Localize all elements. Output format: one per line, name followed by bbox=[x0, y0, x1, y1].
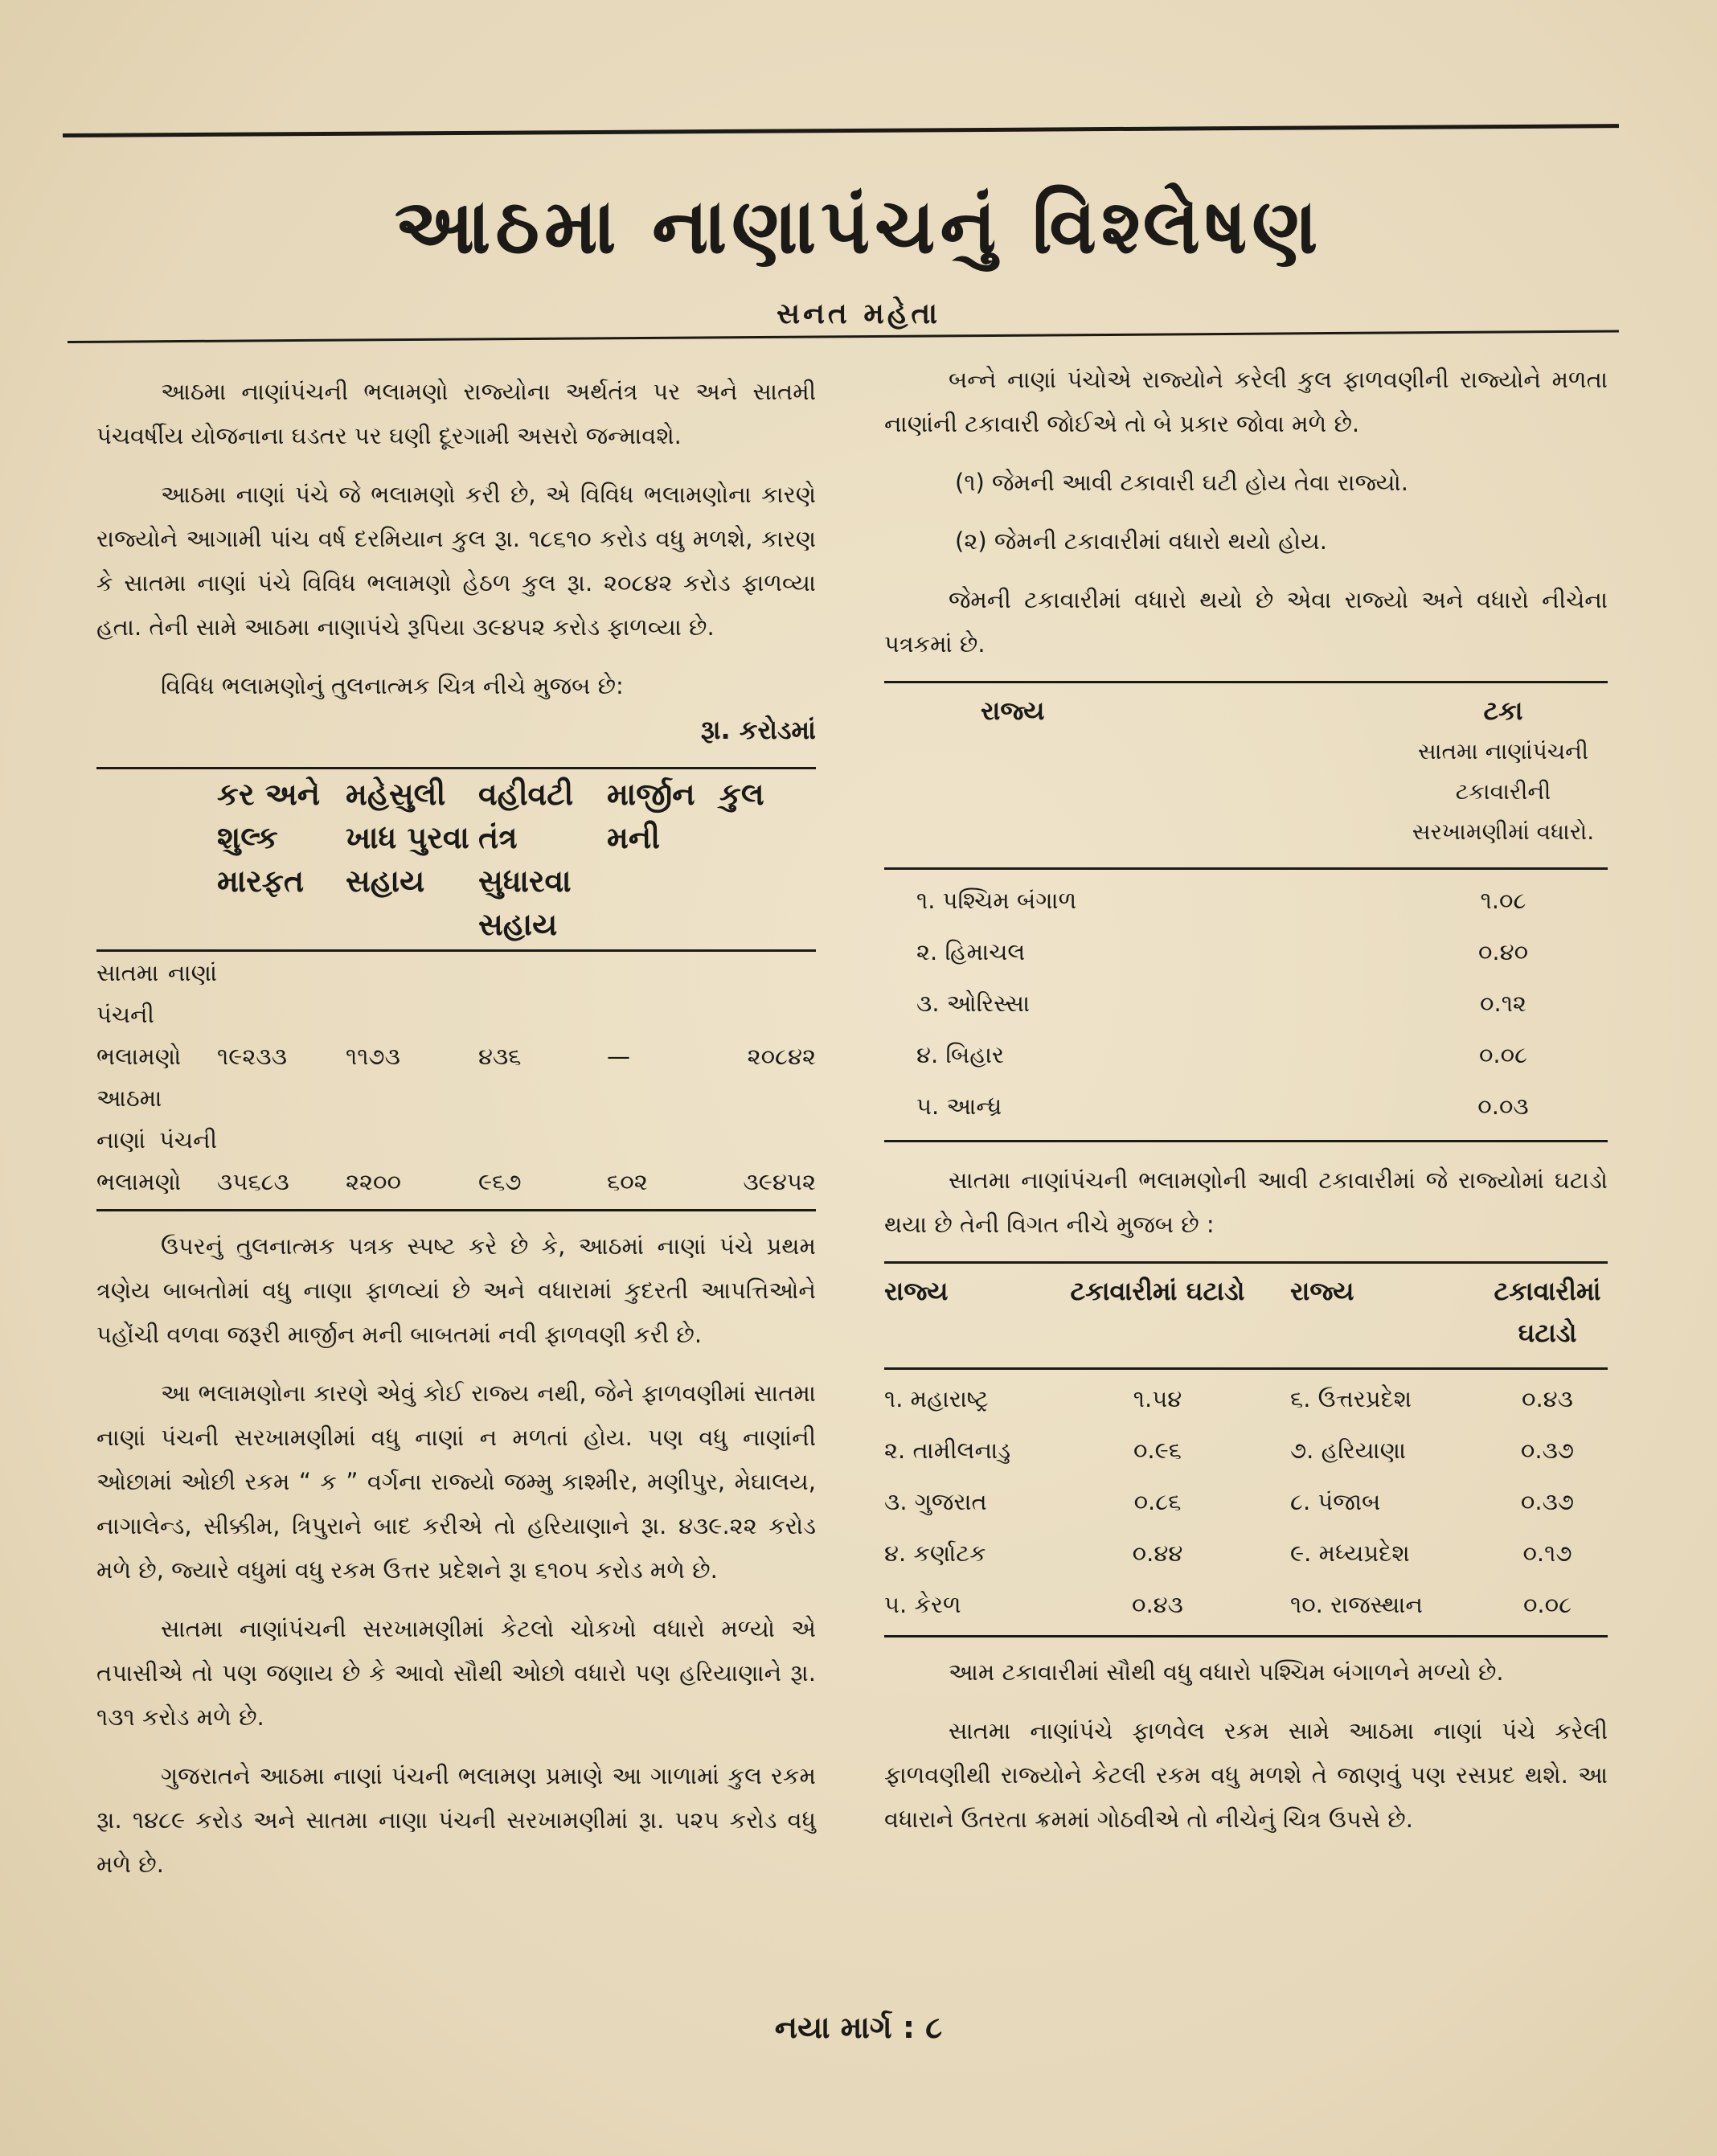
percent-value: ૦.૦૮ bbox=[1478, 1040, 1528, 1068]
table-row bbox=[884, 1373, 1608, 1424]
percent-value: ૦.૧૨ bbox=[1480, 989, 1526, 1017]
percent-value: ૦.૪૪ bbox=[1132, 1539, 1183, 1567]
paragraph: ઉપરનું તુલનાત્મક પત્રક સ્પષ્ટ કરે છે કે, આઠમાં નાણાં પંચે પ્રથમ ત્રણેય બાબતોમાં વધુ નાણા ફાળવ્યાં છે અને વધારામાં કુદરતી આપત્તિઓને પહોંચી વળવા જરૂરી માર્જીન મની બાબતમાં નવી ફાળવણી કરી છે. bbox=[96, 1232, 816, 1348]
percent-value: ૦.૩૭ bbox=[1520, 1487, 1575, 1515]
column-header: રાજ્ય bbox=[1290, 1276, 1354, 1306]
percent-value: ૧.૫૪ bbox=[1133, 1384, 1182, 1412]
author-byline: સનત મહેતા bbox=[776, 297, 941, 330]
paragraph: આઠમા નાણાંપંચની ભલામણો રાજ્યોના અર્થતંત્ર પર અને સાતમી પંચવર્ષીય યોજનાના ઘડતર પર ઘણી દૂરગામી અસરો જન્માવશે. bbox=[96, 378, 816, 449]
table-row bbox=[884, 1080, 1608, 1132]
column-header: રાજ્ય bbox=[884, 1276, 949, 1306]
increase-table bbox=[884, 683, 1608, 1132]
table-cell: ૨૦૮૪૨ bbox=[747, 1043, 816, 1070]
page-footer: નયા માર્ગ : ૮ bbox=[774, 2010, 943, 2045]
table-cell: ૩૯૪૫૨ bbox=[743, 1168, 816, 1195]
paragraph: સાતમા નાણાંપંચની ભલામણોની આવી ટકાવારીમાં જે રાજ્યોમાં ઘટાડો થયા છે તેની વિગત નીચે મુજબ છે : bbox=[884, 1166, 1608, 1238]
decrease-table bbox=[884, 1264, 1608, 1630]
paragraph: આ ભલામણોના કારણે એવું કોઈ રાજ્ય નથી, જેને ફાળવણીમાં સાતમા નાણાં પંચની સરખામણીમાં વધુ નાણાં ન મળતાં હોય. પણ વધુ નાણાંની ઓછામાં ઓછી રકમ “ ક ” વર્ગના રાજ્યો જમ્મુ કાશ્મીર, મણીપુર, મેઘાલય, નાગાલેન્ડ, સીક્કીમ, ત્રિપુરાને બાદ કરીએ તો હરિયાણાને રૂા. ૪૩૯.૨૨ કરોડ મળે છે, જ્યારે વધુમાં વધુ રકમ ઉત્તર પ્રદેશને રૂા ૬૧૦૫ કરોડ મળે છે. bbox=[96, 1379, 816, 1584]
table-row bbox=[96, 952, 816, 1077]
column-header: ટકાવારીમાં ઘટાડો bbox=[1070, 1276, 1245, 1306]
percent-value: ૦.૩૭ bbox=[1520, 1436, 1575, 1464]
table-row bbox=[96, 1077, 816, 1203]
state-name: ૩. ઓરિસ્સા bbox=[916, 989, 1031, 1017]
byline-rule bbox=[68, 330, 1619, 343]
state-name: ૯. મધ્યપ્રદેશ bbox=[1290, 1539, 1410, 1567]
percent-value: ૦.૦૩ bbox=[1477, 1092, 1529, 1120]
article-title: આઠમા નાણાપંચનું વિશ્લેષણ bbox=[394, 183, 1323, 271]
table-cell: — bbox=[607, 1043, 630, 1070]
table-row bbox=[884, 1029, 1608, 1080]
table-rule bbox=[884, 1367, 1608, 1370]
percent-value: ૦.૪૩ bbox=[1522, 1384, 1573, 1412]
column-header: ટકા bbox=[1483, 695, 1523, 726]
table-header-row bbox=[884, 1264, 1608, 1363]
table-rule bbox=[884, 1140, 1608, 1142]
percent-value: ૧.૦૮ bbox=[1480, 886, 1526, 914]
column-header: વહીવટી તંત્ર સુધારવા સહાય bbox=[478, 777, 574, 942]
paragraph: આઠમા નાણાં પંચે જે ભલામણો કરી છે, એ વિવિધ ભલામણોના કારણે રાજ્યોને આગામી પાંચ વર્ષ દરમિયાન કુલ રૂા. ૧૮૬૧૦ કરોડ વધુ મળશે, કારણ કે સાતમા નાણાં પંચે વિવિધ ભલામણો હેઠળ કુલ રૂા. ૨૦૮૪૨ કરોડ ફાળવ્યા હતા. તેની સામે આઠમા નાણાપંચે રૂપિયા ૩૯૪૫૨ કરોડ ફાળવ્યા છે. bbox=[96, 481, 816, 641]
table-cell: ૧૧૭૩ bbox=[346, 1043, 400, 1070]
table-row bbox=[884, 978, 1608, 1029]
column-header: મહેસુલી ખાધ પુરવા સહાય bbox=[346, 777, 469, 899]
paragraph: આમ ટકાવારીમાં સૌથી વધુ વધારો પશ્ચિમ બંગાળને મળ્યો છે. bbox=[949, 1658, 1504, 1686]
top-rule bbox=[63, 124, 1619, 137]
state-name: ૮. પંજાબ bbox=[1290, 1487, 1381, 1515]
state-name: ૫. આન્ધ્ર bbox=[916, 1092, 1002, 1120]
state-name: ૫. કેરળ bbox=[884, 1590, 961, 1618]
row-label: આઠમા નાણાં પંચની ભલામણો bbox=[96, 1084, 217, 1195]
column-header bbox=[96, 769, 217, 949]
unit-label: રૂા. કરોડમાં bbox=[700, 715, 816, 745]
right-column bbox=[884, 358, 1608, 1856]
table-row bbox=[884, 926, 1608, 978]
table-cell: ૬૦૨ bbox=[607, 1168, 648, 1195]
table-header-row bbox=[884, 683, 1608, 862]
table-row bbox=[884, 1579, 1608, 1630]
state-name: ૬. ઉત્તરપ્રદેશ bbox=[1290, 1384, 1412, 1412]
row-label: સાતમા નાણાં પંચની ભલામણો bbox=[96, 959, 217, 1070]
table-rule bbox=[884, 1635, 1608, 1637]
left-column bbox=[96, 370, 816, 1901]
column-header: ટકાવારીમાં ઘટાડો bbox=[1494, 1276, 1601, 1348]
table-header-row bbox=[96, 769, 816, 949]
state-name: ૧. મહારાષ્ટ્ર bbox=[884, 1384, 989, 1412]
state-name: ૩. ગુજરાત bbox=[884, 1487, 987, 1515]
paragraph: સાતમા નાણાંપંચની સરખામણીમાં કેટલો ચોકખો વધારો મળ્યો એ તપાસીએ તો પણ જણાય છે કે આવો સૌથી ઓછો વધારો પણ હરિયાણાને રૂા. ૧૩૧ કરોડ મળે છે. bbox=[96, 1615, 816, 1731]
state-name: ૪. બિહાર bbox=[916, 1040, 1004, 1068]
comparison-table bbox=[96, 769, 816, 1203]
paragraph: જેમની ટકાવારીમાં વધારો થયો છે એવા રાજ્યો અને વધારો નીચેના પત્રકમાં છે. bbox=[884, 586, 1608, 658]
table-cell: ૧૯૨૩૩ bbox=[217, 1043, 288, 1070]
state-name: ૪. કર્ણાટક bbox=[884, 1539, 986, 1567]
percent-value: ૦.૪૩ bbox=[1132, 1590, 1183, 1618]
table-cell: ૩૫૬૮૩ bbox=[217, 1168, 289, 1195]
state-name: ૧. પશ્ચિમ બંગાળ bbox=[916, 886, 1077, 914]
table-rule bbox=[96, 1209, 816, 1211]
percent-value: ૦.૪૦ bbox=[1477, 937, 1529, 965]
table-rule bbox=[884, 867, 1608, 870]
paragraph: બન્ને નાણાં પંચોએ રાજ્યોને કરેલી કુલ ફાળવણીની રાજ્યોને મળતા નાણાંની ટકાવારી જોઈએ તો બે પ્રકાર જોવા મળે છે. bbox=[884, 366, 1608, 437]
list-item: (૧) જેમની આવી ટકાવારી ઘટી હોય તેવા રાજ્યો. bbox=[955, 469, 1408, 496]
column-header: કર અને શુલ્ક મારફત bbox=[217, 777, 321, 899]
table-row bbox=[884, 1424, 1608, 1476]
percent-value: ૦.૦૮ bbox=[1522, 1590, 1572, 1618]
paragraph: ગુજરાતને આઠમા નાણાં પંચની ભલામણ પ્રમાણે આ ગાળામાં કુલ રકમ રૂા. ૧૪૮૯ કરોડ અને સાતમા નાણા પંચની સરખામણીમાં રૂા. ૫૨૫ કરોડ વધુ મળે છે. bbox=[96, 1762, 816, 1878]
column-header: કુલ bbox=[719, 777, 764, 812]
table-cell: ૪૩૬ bbox=[478, 1043, 522, 1070]
paragraph: સાતમા નાણાંપંચે ફાળવેલ રકમ સામે આઠમા નાણાં પંચે કરેલી ફાળવણીથી રાજ્યોને કેટલી રકમ વધુ મળશે તે જાણવું પણ રસપ્રદ થશે. આ વધારાને ઉતરતા ક્રમમાં ગોઠવીએ તો નીચેનું ચિત્ર ઉપસે છે. bbox=[884, 1717, 1608, 1833]
column-header: રાજ્ય bbox=[981, 695, 1045, 726]
state-name: ૧૦. રાજસ્થાન bbox=[1290, 1590, 1423, 1618]
percent-value: ૦.૧૭ bbox=[1522, 1539, 1572, 1567]
table-cell: ૯૬૭ bbox=[478, 1168, 522, 1195]
percent-value: ૦.૮૬ bbox=[1133, 1487, 1182, 1515]
column-header: માર્જીન મની bbox=[607, 777, 695, 855]
table-row bbox=[884, 1476, 1608, 1527]
table-cell: ૨૨૦૦ bbox=[346, 1168, 401, 1195]
table-row bbox=[884, 1527, 1608, 1579]
column-subheader: સાતમા નાણાંપંચની ટકાવારીની સરખામણીમાં વધારો. bbox=[1412, 738, 1595, 845]
paragraph: વિવિધ ભલામણોનું તુલનાત્મક ચિત્ર નીચે મુજબ છે: bbox=[161, 672, 624, 699]
state-name: ૭. હરિયાણા bbox=[1290, 1436, 1407, 1464]
state-name: ૨. તામીલનાડુ bbox=[884, 1436, 1011, 1464]
state-name: ૨. હિમાચલ bbox=[916, 937, 1026, 965]
table-row bbox=[884, 875, 1608, 926]
list-item: (૨) જેમની ટકાવારીમાં વધારો થયો હોય. bbox=[955, 527, 1327, 555]
percent-value: ૦.૯૬ bbox=[1133, 1436, 1182, 1464]
type-list bbox=[955, 461, 1608, 564]
